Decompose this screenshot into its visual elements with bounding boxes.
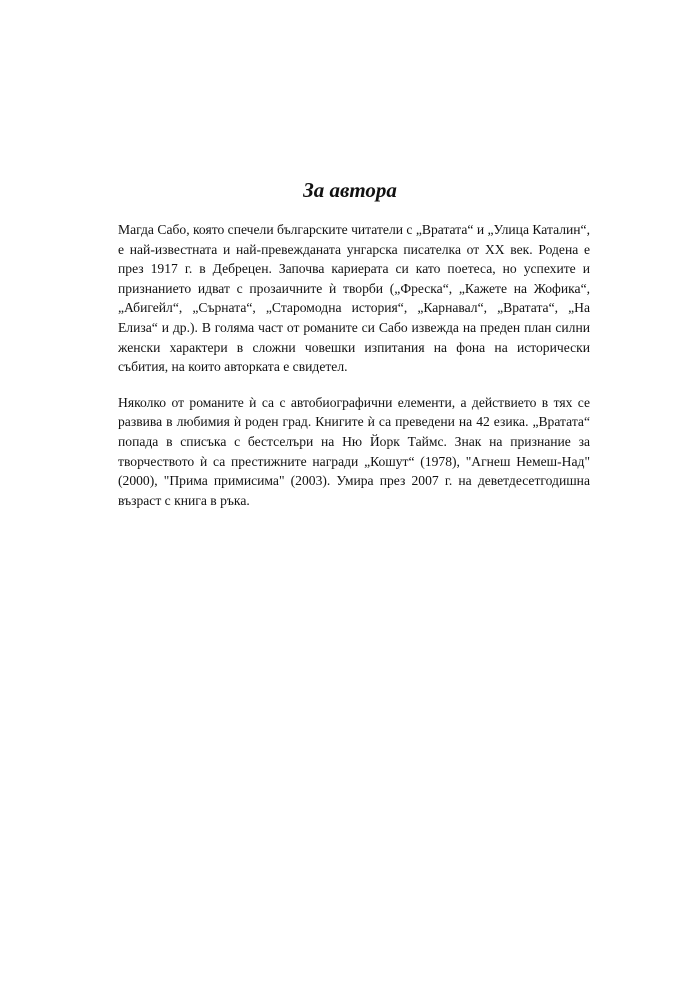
paragraph-biography: Магда Сабо, която спечели българските читатели с „Вратата“ и „Улица Каталин“, е най-известната и най-превежданата унгарска писателка от XX век. Родена е през 1917 г. в Дебрецен. Започва кариерата си като поетеса, но успехите и признанието идват с прозаичните ѝ творби („Фреска“, „Кажете на Жофика“, „Абигейл“, „Сърната“, „Старомодна история“, „Карнавал“, „Вратата“, „На Елиза“ и др.). В голяма част от романите си Сабо извежда на преден план силни женски характери в сложни човешки изпитания на фона на исторически събития, на които авторката е свидетел. xyxy=(118,222,590,375)
page-title: За автора xyxy=(303,178,397,202)
paragraph-works: Няколко от романите ѝ са с автобиографични елементи, а действието в тях се развива в любимия ѝ роден град. Книгите ѝ са преведени на 42 езика. „Вратата“ попада в списъка с бестселъри на Ню Йорк Таймс. Знак на признание за творчеството ѝ са престижните награди „Кошут“ (1978), "Агнеш Немеш-Над" (2000), "Прима примисима" (2003). Умира през 2007 г. на деветдесетгодишна възраст с книга в ръка. xyxy=(118,394,590,508)
body-text xyxy=(118,220,590,526)
